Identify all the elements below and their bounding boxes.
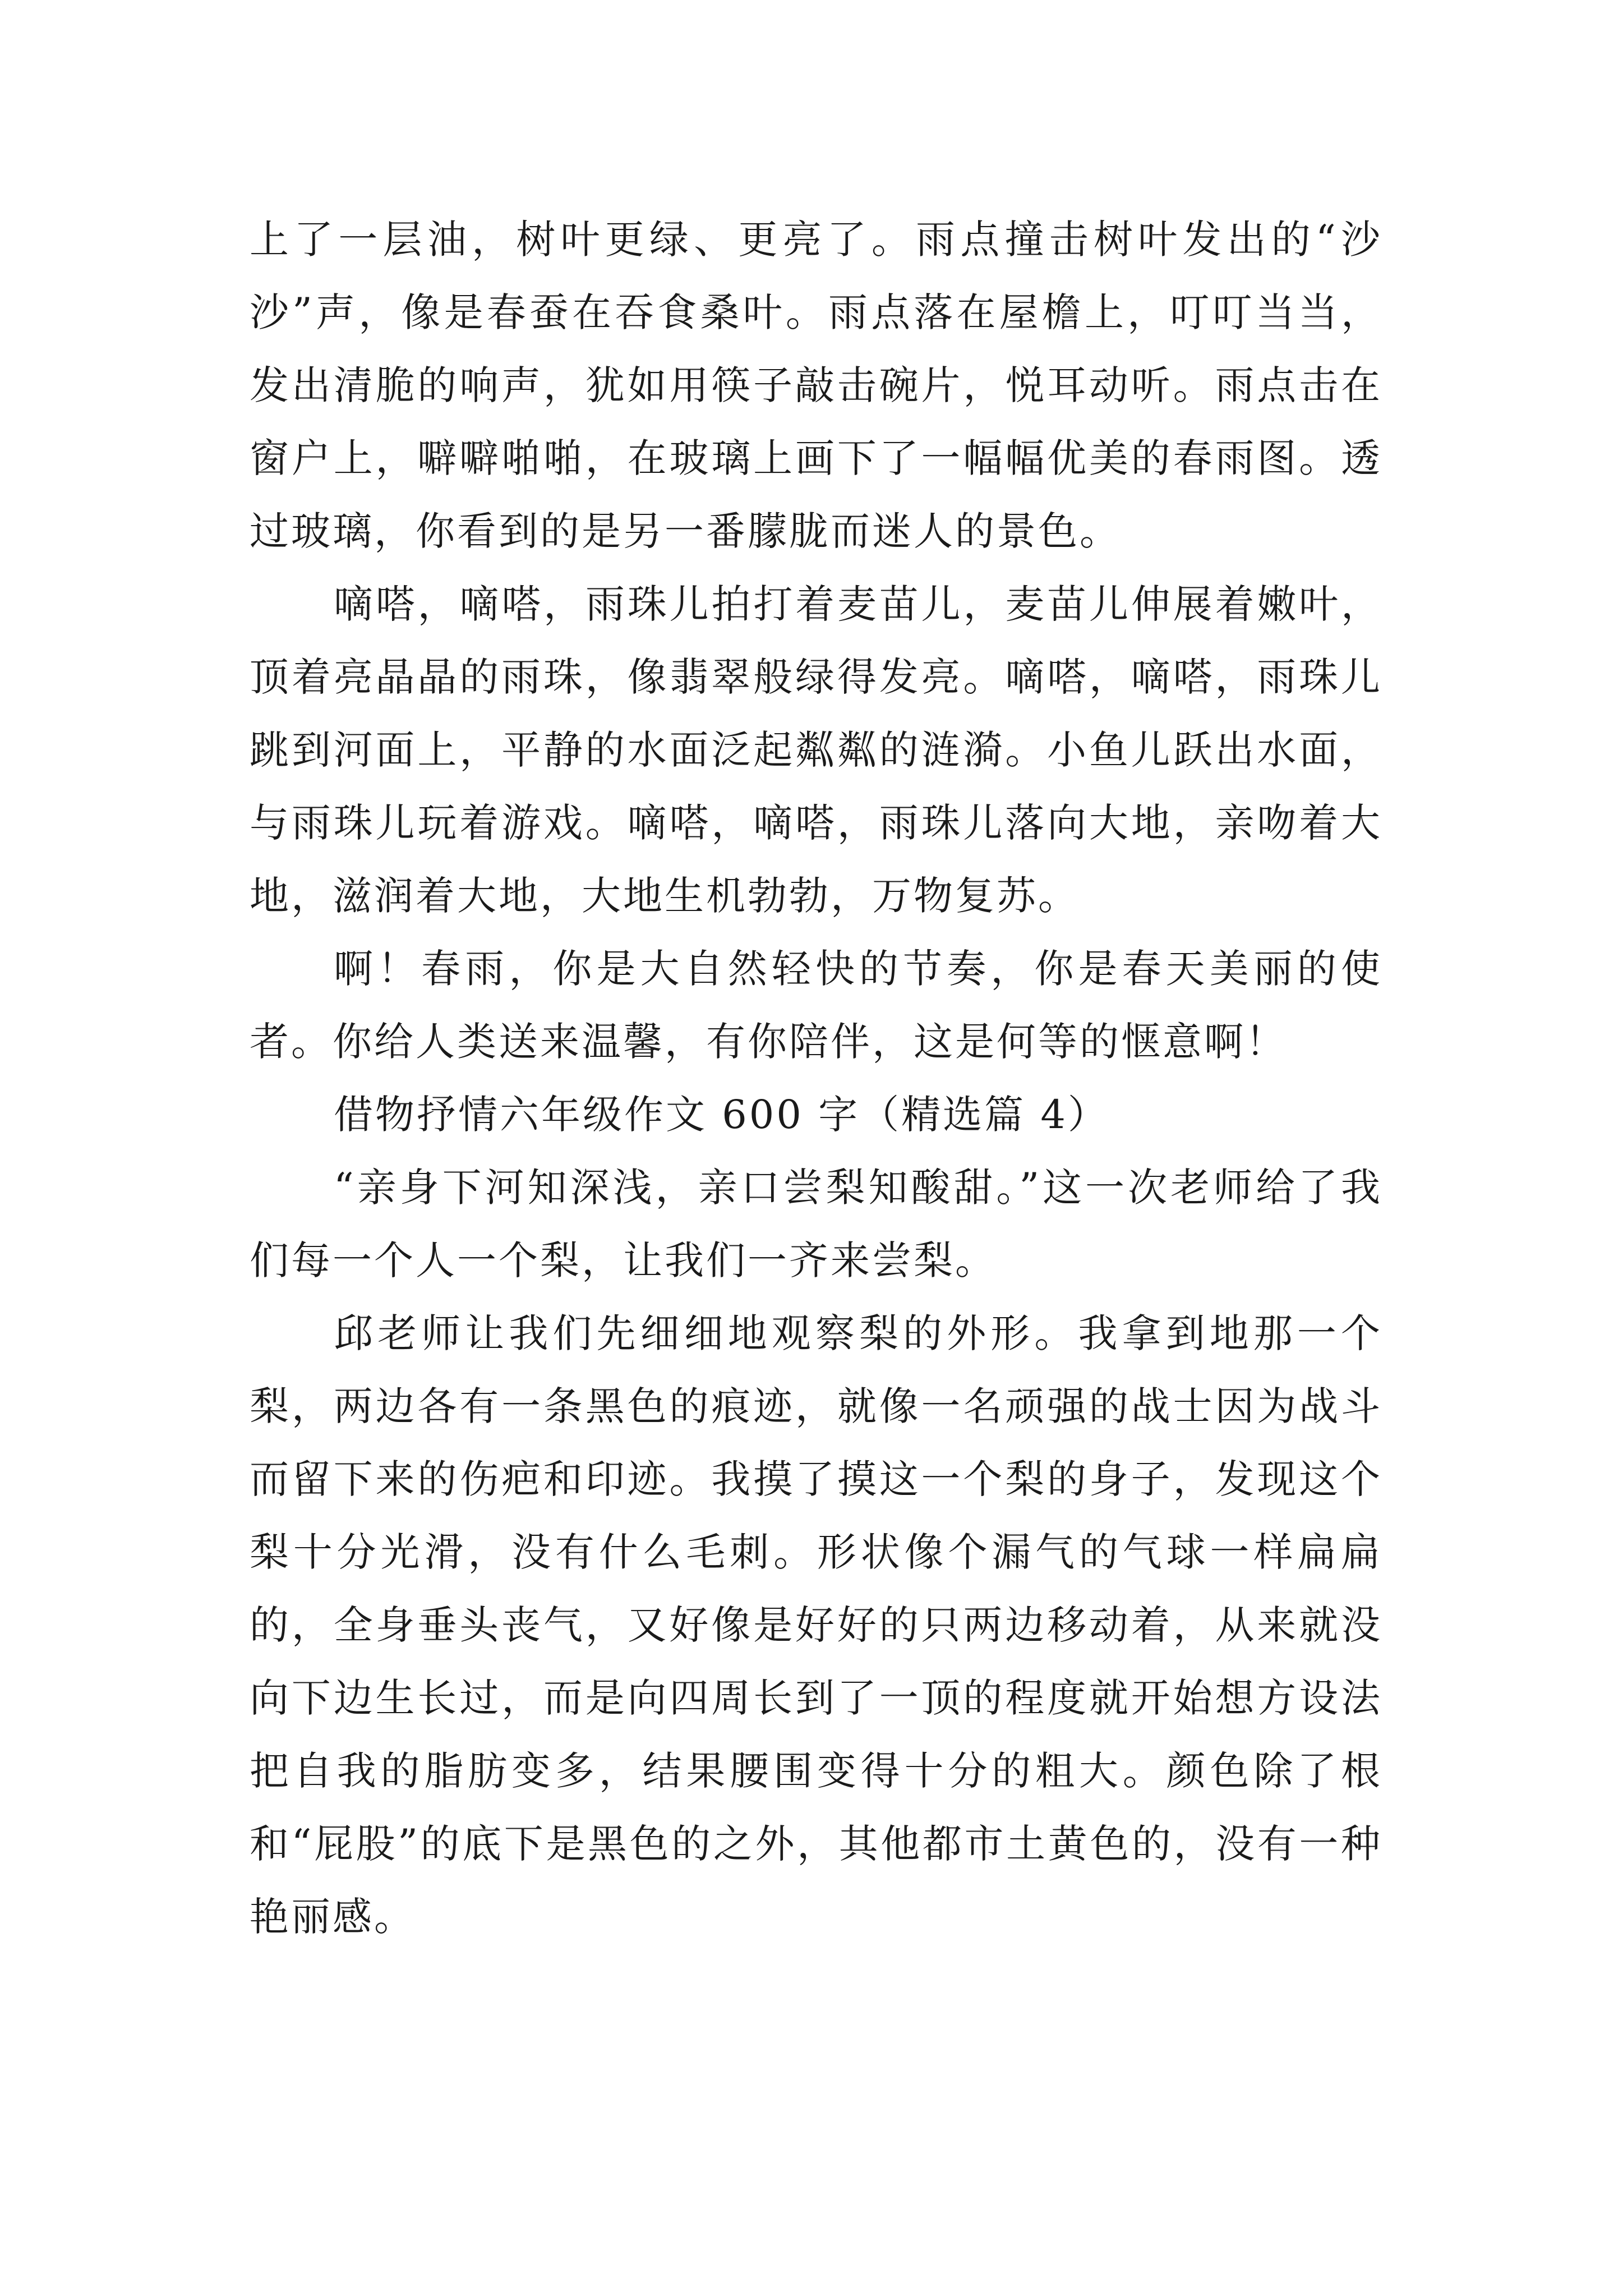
paragraph-rain-drops: 嘀嗒，嘀嗒，雨珠儿拍打着麦苗儿，麦苗儿伸展着嫩叶，顶着亮晶晶的雨珠，像翡翠般绿得发亮。嘀嗒，嘀嗒，雨珠儿跳到河面上，平静的水面泛起粼粼的涟漪。小鱼儿跃出水面，与雨珠儿玩着游戏。嘀嗒，嘀嗒，雨珠儿落向大地，亲吻着大地，滋润着大地，大地生机勃勃，万物复苏。 — [250, 581, 1382, 919]
paragraph-pear-observation: 邱老师让我们先细细地观察梨的外形。我拿到地那一个梨，两边各有一条黑色的痕迹，就像一名顽强的战士因为战斗而留下来的伤疤和印迹。我摸了摸这一个梨的身子，发现这个梨十分光滑，没有什么毛刺。形状像个漏气的气球一样扁扁的，全身垂头丧气，又好像是好好的只两边移动着，从来就没向下边生长过，而是向四周长到了一顶的程度就开始想方设法把自我的脂肪变多，结果腰围变得十分的粗大。颜色除了根和“屁股”的底下是黑色的之外，其他都市土黄色的，没有一种艳丽感。 — [250, 1310, 1382, 1940]
section-heading: 借物抒情六年级作文 600 字（精选篇 4） — [334, 1092, 1109, 1138]
document-body — [250, 203, 1382, 1953]
paragraph-spring-rain-praise: 啊！春雨，你是大自然轻快的节奏，你是春天美丽的使者。你给人类送来温馨，有你陪伴，这是何等的惬意啊！ — [250, 946, 1382, 1065]
paragraph-continuation: 上了一层油，树叶更绿、更亮了。雨点撞击树叶发出的“沙沙”声，像是春蚕在吞食桑叶。雨点落在屋檐上，叮叮当当，发出清脆的响声，犹如用筷子敲击碗片，悦耳动听。雨点击在窗户上，噼噼啪啪，在玻璃上画下了一幅幅优美的春雨图。透过玻璃，你看到的是另一番朦胧而迷人的景色。 — [250, 217, 1382, 554]
paragraph-pear-intro: “亲身下河知深浅，亲口尝梨知酸甜。”这一次老师给了我们每一个人一个梨，让我们一齐来尝梨。 — [250, 1165, 1382, 1283]
